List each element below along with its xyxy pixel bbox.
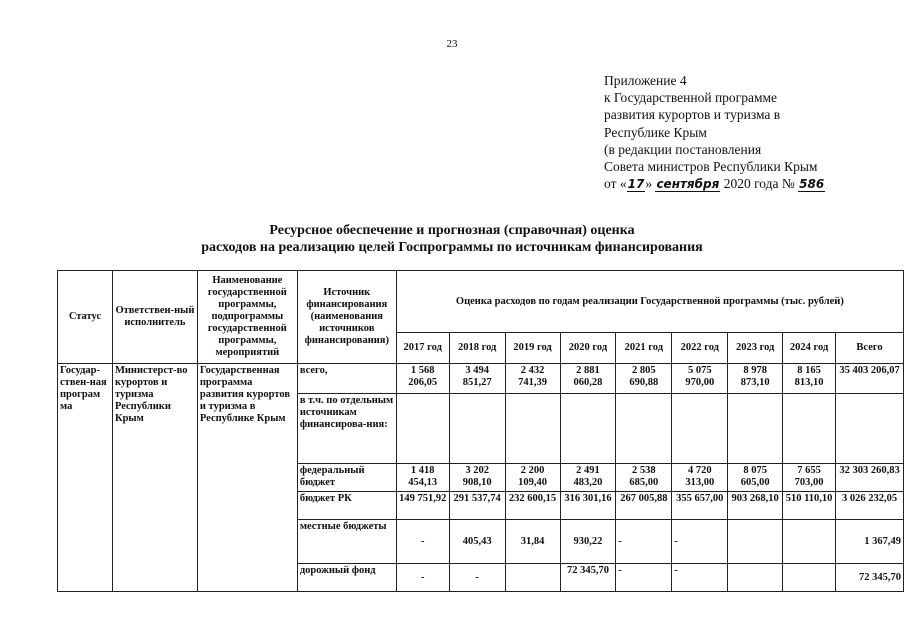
value-cell: 2 538 685,00: [616, 464, 672, 492]
title-line-1: Ресурсное обеспечение и прогнозная (справочная) оценка: [269, 223, 635, 238]
value-cell: 8 165 813,10: [783, 364, 836, 394]
appendix-line: Совета министров Республики Крым: [604, 159, 818, 175]
executor-cell: Министерст-во курортов и туризма Республики Крым: [112, 364, 197, 592]
value-cell: 2 200 109,40: [505, 464, 560, 492]
appendix-line: Приложение 4: [604, 73, 687, 88]
value-cell: -: [396, 520, 449, 564]
total-cell: [836, 394, 904, 464]
header-source: Источник финансирования (наименования источников финансирования): [297, 271, 396, 364]
value-cell: [505, 564, 560, 592]
value-cell: [728, 394, 783, 464]
header-executor: Ответствен-ный исполнитель: [112, 271, 197, 364]
header-year: 2023 год: [728, 333, 783, 364]
value-cell: -: [672, 520, 728, 564]
value-cell: 316 301,16: [560, 492, 616, 520]
header-year: 2020 год: [560, 333, 616, 364]
value-cell: 31,84: [505, 520, 560, 564]
value-cell: 510 110,10: [783, 492, 836, 520]
value-cell: 149 751,92: [396, 492, 449, 520]
document-title: [0, 222, 904, 256]
budget-table: [57, 270, 904, 592]
value-cell: [505, 394, 560, 464]
value-cell: 2 491 483,20: [560, 464, 616, 492]
header-row: [58, 271, 904, 333]
source-cell: бюджет РК: [297, 492, 396, 520]
appendix-block: [604, 72, 825, 193]
total-cell: 3 026 232,05: [836, 492, 904, 520]
value-cell: 72 345,70: [560, 564, 616, 592]
program-name-cell: Государственная программа развития курортов и туризма в Республике Крым: [197, 364, 297, 592]
value-cell: 1 568 206,05: [396, 364, 449, 394]
total-cell: 35 403 206,07: [836, 364, 904, 394]
source-cell: дорожный фонд: [297, 564, 396, 592]
source-cell: федеральный бюджет: [297, 464, 396, 492]
source-cell: всего,: [297, 364, 396, 394]
page-number: 23: [446, 38, 458, 50]
value-cell: 8 978 873,10: [728, 364, 783, 394]
value-cell: 8 075 605,00: [728, 464, 783, 492]
date-year: 2020 года №: [720, 176, 799, 192]
value-cell: 355 657,00: [672, 492, 728, 520]
value-cell: -: [616, 520, 672, 564]
source-cell: местные бюджеты: [297, 520, 396, 564]
value-cell: [728, 564, 783, 592]
value-cell: -: [449, 564, 505, 592]
source-cell: в т.ч. по отдельным источникам финансирова-ния:: [297, 394, 396, 464]
value-cell: 2 881 060,28: [560, 364, 616, 394]
header-total: Всего: [836, 333, 904, 364]
value-cell: 291 537,74: [449, 492, 505, 520]
header-year: 2024 год: [783, 333, 836, 364]
value-cell: [396, 394, 449, 464]
value-cell: -: [672, 564, 728, 592]
value-cell: 1 418 454,13: [396, 464, 449, 492]
value-cell: 2 805 690,88: [616, 364, 672, 394]
status-cell: Государ-ствен-ная програм ма: [58, 364, 113, 592]
appendix-line: к Государственной программе: [604, 90, 778, 106]
value-cell: 2 432 741,39: [505, 364, 560, 394]
appendix-date-line: [604, 175, 825, 193]
appendix-line: (в редакции постановления: [604, 141, 762, 157]
header-year: 2017 год: [396, 333, 449, 364]
value-cell: 267 005,88: [616, 492, 672, 520]
value-cell: [449, 394, 505, 464]
date-prefix: от «: [604, 176, 627, 192]
header-name: Наименование государственной программы, подпрограммы государственной программы, мероприятий: [197, 271, 297, 364]
total-cell: 1 367,49: [836, 520, 904, 564]
value-cell: 3 202 908,10: [449, 464, 505, 492]
handwritten-number: 586: [799, 177, 825, 192]
appendix-line: развития курортов и туризма в: [604, 107, 781, 123]
header-status: Статус: [58, 271, 113, 364]
value-cell: -: [396, 564, 449, 592]
value-cell: 232 600,15: [505, 492, 560, 520]
value-cell: [672, 394, 728, 464]
date-mid: »: [645, 176, 656, 192]
value-cell: 903 268,10: [728, 492, 783, 520]
value-cell: 5 075 970,00: [672, 364, 728, 394]
value-cell: [728, 520, 783, 564]
value-cell: [783, 394, 836, 464]
value-cell: 7 655 703,00: [783, 464, 836, 492]
value-cell: [783, 520, 836, 564]
table-row: [58, 364, 904, 394]
handwritten-day: 17: [627, 177, 645, 192]
header-year: 2018 год: [449, 333, 505, 364]
header-estimate: Оценка расходов по годам реализации Государственной программы (тыс. рублей): [396, 271, 903, 333]
title-line-2: расходов на реализацию целей Госпрограммы по источникам финансирования: [201, 240, 703, 255]
value-cell: 930,22: [560, 520, 616, 564]
value-cell: 4 720 313,00: [672, 464, 728, 492]
value-cell: [560, 394, 616, 464]
handwritten-month: сентября: [656, 177, 720, 192]
appendix-line: Республике Крым: [604, 124, 707, 140]
header-year: 2019 год: [505, 333, 560, 364]
header-year: 2021 год: [616, 333, 672, 364]
value-cell: [616, 394, 672, 464]
value-cell: 3 494 851,27: [449, 364, 505, 394]
header-year: 2022 год: [672, 333, 728, 364]
value-cell: -: [616, 564, 672, 592]
value-cell: [783, 564, 836, 592]
value-cell: 405,43: [449, 520, 505, 564]
total-cell: 32 303 260,83: [836, 464, 904, 492]
total-cell: 72 345,70: [836, 564, 904, 592]
